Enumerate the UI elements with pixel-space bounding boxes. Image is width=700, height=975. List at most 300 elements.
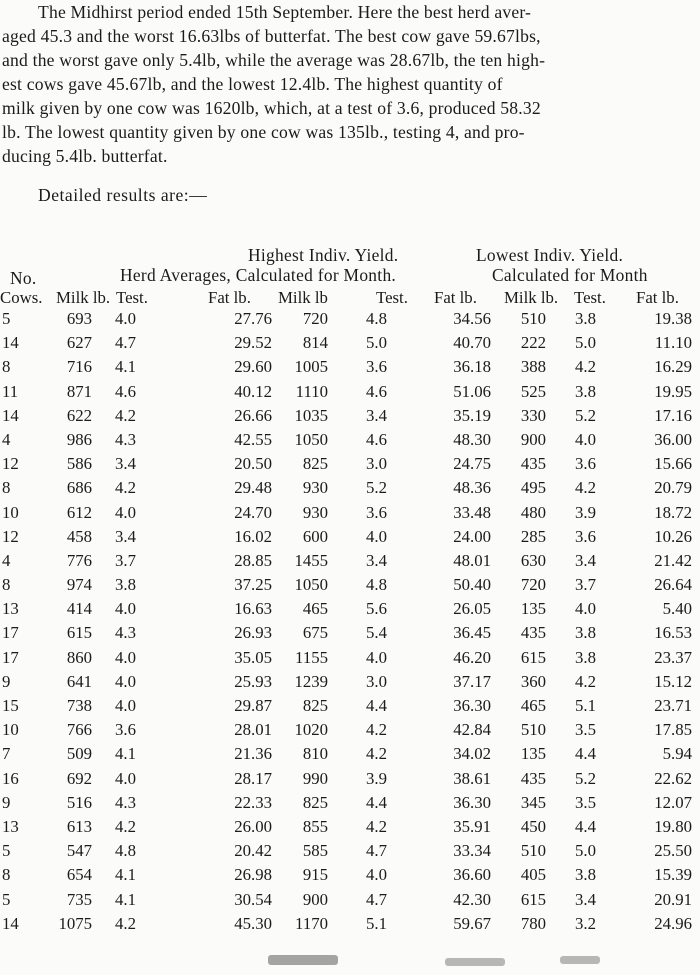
cell-low-test: 3.7: [575, 575, 596, 595]
cell-low-test: 5.2: [575, 768, 596, 788]
cell-low-milk: 495: [520, 478, 546, 498]
cell-herd-milk: 686: [66, 478, 92, 498]
table-row: [0, 767, 700, 791]
cell-herd-milk: 414: [66, 599, 92, 619]
cell-herd-fat: 25.93: [234, 671, 272, 691]
cell-low-fat: 20.79: [654, 478, 692, 498]
cell-high-milk: 1170: [295, 913, 328, 933]
cell-high-fat: 34.02: [453, 744, 491, 764]
cell-low-fat: 19.80: [654, 816, 692, 836]
cell-cows: 13: [2, 599, 19, 619]
cell-low-fat: 15.12: [654, 671, 692, 691]
table-row: [0, 380, 700, 404]
no-header: No.: [10, 268, 37, 288]
cell-low-milk: 480: [520, 502, 546, 522]
cell-high-milk: 930: [302, 502, 328, 522]
cell-high-fat: 36.18: [453, 357, 491, 377]
cell-herd-fat: 16.63: [234, 599, 272, 619]
table-row: [0, 573, 700, 597]
cell-high-fat: 42.84: [453, 720, 491, 740]
cell-herd-test: 4.0: [115, 696, 136, 715]
cell-high-test: 4.6: [366, 429, 387, 449]
cell-high-test: 4.2: [366, 744, 387, 764]
intro-line: aged 45.3 and the worst 16.63lbs of butterfat. The best cow gave 59.67lbs,: [2, 26, 541, 46]
cell-low-milk: 330: [520, 405, 546, 425]
cell-high-test: 4.4: [366, 792, 387, 812]
cell-high-milk: 915: [302, 865, 328, 885]
table-row: [0, 742, 700, 766]
cell-herd-milk: 586: [66, 454, 92, 474]
cell-low-test: 3.6: [575, 526, 596, 546]
table-row: [0, 331, 700, 355]
cell-low-milk: 345: [520, 792, 546, 812]
cell-low-milk: 435: [520, 623, 546, 643]
cell-high-milk: 600: [302, 526, 328, 546]
cell-herd-fat: 29.60: [234, 357, 272, 377]
cell-low-test: 3.4: [575, 550, 596, 570]
intro-line: milk given by one cow was 1620lb, which, at a test of 3.6, produced 58.32: [2, 98, 541, 118]
cell-herd-test: 4.7: [115, 333, 136, 353]
cell-herd-fat: 45.30: [234, 913, 272, 933]
cell-low-fat: 18.72: [654, 502, 692, 522]
intro-line: The Midhirst period ended 15th September. Here the best herd aver-: [38, 2, 532, 22]
table-row: [0, 525, 700, 549]
cell-high-milk: 810: [302, 744, 328, 764]
table-row: [0, 888, 700, 912]
cell-low-fat: 22.62: [654, 768, 692, 788]
cell-high-fat: 26.05: [453, 599, 491, 619]
cell-herd-milk: 627: [66, 333, 92, 353]
intro-line: ducing 5.4lb. butterfat.: [2, 146, 168, 166]
cell-cows: 5: [2, 309, 11, 328]
cell-low-test: 3.8: [575, 381, 596, 401]
cell-low-milk: 525: [520, 381, 546, 401]
cell-high-test: 4.7: [366, 841, 387, 861]
cell-low-milk: 510: [520, 841, 546, 861]
col-low-milk: Milk lb.: [504, 288, 559, 307]
cell-cows: 11: [2, 381, 19, 401]
table-row: [0, 307, 700, 331]
cell-high-milk: 825: [302, 696, 328, 715]
cell-low-test: 4.2: [575, 478, 596, 498]
cell-cows: 7: [2, 744, 11, 764]
cell-high-fat: 35.19: [453, 405, 491, 425]
intro-line: lb. The lowest quantity given by one cow was 135lb., testing 4, and pro-: [2, 122, 525, 142]
cell-high-test: 4.8: [366, 575, 387, 595]
cell-cows: 17: [2, 647, 19, 667]
lowest-yield-header: Lowest Indiv. Yield.: [476, 245, 624, 265]
cell-herd-test: 3.7: [115, 550, 136, 570]
cell-herd-test: 3.6: [115, 720, 136, 740]
cell-herd-milk: 516: [66, 792, 92, 812]
cell-cows: 4: [2, 429, 11, 449]
cell-low-test: 4.2: [575, 671, 596, 691]
cell-low-milk: 135: [520, 599, 546, 619]
cell-low-test: 5.0: [575, 841, 596, 861]
table-row: [0, 355, 700, 379]
cell-high-milk: 1050: [294, 575, 328, 595]
col-fat: Fat lb.: [208, 288, 251, 307]
cell-herd-milk: 766: [66, 720, 92, 740]
cell-herd-milk: 716: [66, 357, 92, 377]
cell-herd-test: 4.2: [115, 405, 136, 425]
cell-cows: 14: [2, 333, 19, 353]
table-row: [0, 621, 700, 645]
cell-herd-milk: 776: [66, 550, 92, 570]
cell-low-test: 3.2: [575, 913, 596, 933]
table-row: [0, 839, 700, 863]
cell-herd-fat: 40.12: [234, 381, 272, 401]
cell-herd-milk: 735: [66, 889, 92, 909]
cell-low-test: 3.9: [575, 502, 596, 522]
cell-cows: 16: [2, 768, 19, 788]
cell-low-milk: 435: [520, 768, 546, 788]
table-row: [0, 815, 700, 839]
cell-cows: 8: [2, 865, 11, 885]
cell-herd-milk: 860: [66, 647, 92, 667]
cell-herd-milk: 641: [66, 671, 92, 691]
cell-herd-milk: 615: [66, 623, 92, 643]
cell-high-milk: 814: [302, 333, 328, 353]
cell-high-fat: 24.00: [453, 526, 491, 546]
cell-low-fat: 23.37: [654, 647, 692, 667]
cell-high-test: 3.6: [366, 502, 387, 522]
cell-herd-milk: 547: [66, 841, 92, 861]
cell-low-test: 5.0: [575, 333, 596, 353]
cell-low-milk: 285: [520, 526, 546, 546]
cell-high-test: 4.8: [366, 309, 387, 328]
intro-line: est cows gave 45.67lb, and the lowest 12.4lb. The highest quantity of: [2, 74, 503, 94]
cell-herd-test: 4.1: [115, 744, 136, 764]
scan-smudge: [268, 955, 338, 965]
cell-herd-test: 4.1: [115, 357, 136, 377]
cell-cows: 10: [2, 720, 19, 740]
cell-herd-fat: 29.52: [234, 333, 272, 353]
cell-low-fat: 24.96: [654, 913, 692, 933]
cell-high-fat: 36.45: [453, 623, 491, 643]
cell-high-milk: 1239: [294, 671, 328, 691]
cell-low-fat: 10.26: [654, 526, 692, 546]
cell-high-test: 5.0: [366, 333, 387, 353]
cell-high-fat: 48.30: [453, 429, 491, 449]
cell-herd-test: 4.1: [115, 889, 136, 909]
cell-herd-fat: 26.66: [234, 405, 272, 425]
cell-high-test: 4.0: [366, 526, 387, 546]
cell-herd-fat: 22.33: [234, 792, 272, 812]
cell-high-test: 5.6: [366, 599, 387, 619]
cell-herd-milk: 509: [66, 744, 92, 764]
cell-low-test: 4.0: [575, 599, 596, 619]
cell-high-fat: 40.70: [453, 333, 491, 353]
cell-low-milk: 510: [520, 720, 546, 740]
cell-high-fat: 59.67: [453, 913, 491, 933]
cell-cows: 10: [2, 502, 19, 522]
table-row: [0, 718, 700, 742]
cell-high-milk: 1050: [294, 429, 328, 449]
table-row: [0, 501, 700, 525]
cell-herd-test: 4.3: [115, 429, 136, 449]
cell-low-milk: 615: [520, 889, 546, 909]
cell-low-test: 5.1: [575, 696, 596, 715]
table-row: [0, 452, 700, 476]
cell-high-fat: 51.06: [453, 381, 491, 401]
cell-low-milk: 510: [520, 309, 546, 328]
cell-high-milk: 1005: [294, 357, 328, 377]
cell-cows: 15: [2, 696, 19, 715]
cell-high-test: 4.6: [366, 381, 387, 401]
cell-herd-fat: 16.02: [234, 526, 272, 546]
cell-low-fat: 15.39: [654, 865, 692, 885]
cell-herd-fat: 24.70: [234, 502, 272, 522]
cell-herd-test: 4.3: [115, 792, 136, 812]
cell-herd-milk: 1075: [58, 913, 92, 933]
cell-low-test: 3.5: [575, 792, 596, 812]
cell-low-milk: 465: [520, 696, 546, 715]
table-row: [0, 863, 700, 887]
cell-low-test: 4.4: [575, 744, 596, 764]
intro-line: and the worst gave only 5.4lb, while the average was 28.67lb, the ten high-: [2, 50, 546, 70]
cell-low-milk: 388: [520, 357, 546, 377]
cell-cows: 8: [2, 357, 11, 377]
col-low-test: Test.: [574, 288, 606, 307]
cell-low-milk: 630: [520, 550, 546, 570]
cell-herd-test: 4.6: [115, 381, 136, 401]
cell-low-test: 3.4: [575, 889, 596, 909]
cell-cows: 14: [2, 405, 19, 425]
cell-high-test: 3.6: [366, 357, 387, 377]
cell-low-fat: 23.71: [654, 696, 692, 715]
cell-cows: 5: [2, 841, 11, 861]
table-row: [0, 912, 700, 936]
cell-herd-test: 4.0: [115, 599, 136, 619]
cell-low-milk: 222: [520, 333, 546, 353]
cell-herd-milk: 622: [66, 405, 92, 425]
cell-low-milk: 405: [520, 865, 546, 885]
scan-smudge: [560, 956, 600, 964]
cell-herd-milk: 693: [66, 309, 92, 328]
cell-high-milk: 1155: [295, 647, 328, 667]
cell-high-fat: 36.30: [453, 792, 491, 812]
cell-herd-test: 4.2: [115, 478, 136, 498]
cell-low-fat: 19.38: [654, 309, 692, 328]
cell-herd-test: 4.0: [115, 671, 136, 691]
cell-cows: 14: [2, 913, 19, 933]
cell-cows: 17: [2, 623, 19, 643]
cell-high-milk: 825: [302, 454, 328, 474]
cell-high-milk: 825: [302, 792, 328, 812]
cell-herd-test: 4.1: [115, 865, 136, 885]
cell-cows: 8: [2, 575, 11, 595]
cell-herd-milk: 871: [66, 381, 92, 401]
scan-smudge: [445, 958, 505, 966]
cell-high-milk: 990: [302, 768, 328, 788]
cell-herd-fat: 29.87: [234, 696, 272, 715]
cell-herd-fat: 26.93: [234, 623, 272, 643]
cell-low-test: 4.0: [575, 429, 596, 449]
cell-herd-milk: 986: [66, 429, 92, 449]
results-table-body: [0, 307, 700, 936]
cell-high-fat: 50.40: [453, 575, 491, 595]
col-milk: Milk lb.: [56, 288, 111, 307]
cell-low-test: 3.6: [575, 454, 596, 474]
cell-low-fat: 16.53: [654, 623, 692, 643]
cell-cows: 4: [2, 550, 11, 570]
cell-cows: 5: [2, 889, 11, 909]
cell-high-test: 4.2: [366, 816, 387, 836]
table-row: [0, 670, 700, 694]
cell-low-milk: 780: [520, 913, 546, 933]
cell-herd-fat: 29.48: [234, 478, 272, 498]
table-row: [0, 476, 700, 500]
cell-low-milk: 900: [520, 429, 546, 449]
cell-high-fat: 37.17: [453, 671, 491, 691]
cell-herd-fat: 26.98: [234, 865, 272, 885]
cell-high-milk: 465: [302, 599, 328, 619]
cell-high-test: 3.0: [366, 671, 387, 691]
cell-high-fat: 46.20: [453, 647, 491, 667]
cell-low-milk: 435: [520, 454, 546, 474]
cell-herd-milk: 654: [66, 865, 92, 885]
cell-herd-milk: 613: [66, 816, 92, 836]
cell-low-milk: 450: [520, 816, 546, 836]
table-row: [0, 694, 700, 718]
cell-high-test: 4.7: [366, 889, 387, 909]
cell-herd-test: 4.2: [115, 816, 136, 836]
cell-cows: 13: [2, 816, 19, 836]
cell-herd-milk: 692: [66, 768, 92, 788]
cell-herd-test: 4.0: [115, 768, 136, 788]
cell-herd-test: 3.8: [115, 575, 136, 595]
col-test: Test.: [116, 288, 148, 307]
cell-herd-fat: 37.25: [234, 575, 272, 595]
cell-herd-fat: 28.17: [234, 768, 272, 788]
table-row: [0, 646, 700, 670]
cell-low-test: 3.8: [575, 623, 596, 643]
cell-high-test: 3.4: [366, 405, 387, 425]
cell-low-fat: 21.42: [654, 550, 692, 570]
cell-cows: 9: [2, 671, 11, 691]
cell-low-fat: 12.07: [654, 792, 692, 812]
cell-high-test: 4.0: [366, 647, 387, 667]
cell-high-fat: 33.48: [453, 502, 491, 522]
cell-low-milk: 360: [520, 671, 546, 691]
cell-cows: 12: [2, 454, 19, 474]
cell-herd-fat: 21.36: [234, 744, 272, 764]
cell-low-fat: 25.50: [654, 841, 692, 861]
cell-high-fat: 36.60: [453, 865, 491, 885]
cell-low-test: 3.8: [575, 309, 596, 328]
cell-herd-fat: 20.50: [234, 454, 272, 474]
cell-high-milk: 1110: [295, 381, 328, 401]
col-low-fat: Fat lb.: [636, 288, 679, 307]
cell-herd-fat: 30.54: [234, 889, 272, 909]
col-cows: Cows.: [0, 288, 43, 307]
cell-low-milk: 135: [520, 744, 546, 764]
table-row: [0, 428, 700, 452]
cell-low-fat: 11.10: [654, 333, 692, 353]
cell-low-fat: 19.95: [654, 381, 692, 401]
cell-low-milk: 720: [520, 575, 546, 595]
cell-herd-milk: 458: [66, 526, 92, 546]
table-row: [0, 791, 700, 815]
cell-herd-fat: 20.42: [234, 841, 272, 861]
herd-averages-header: Herd Averages, Calculated for Month.: [120, 265, 397, 285]
cell-high-test: 4.4: [366, 696, 387, 715]
cell-herd-test: 4.0: [115, 647, 136, 667]
cell-herd-test: 4.3: [115, 623, 136, 643]
cell-low-fat: 5.40: [662, 599, 692, 619]
cell-high-milk: 855: [302, 816, 328, 836]
cell-high-test: 5.2: [366, 478, 387, 498]
cell-cows: 9: [2, 792, 11, 812]
cell-high-test: 5.4: [366, 623, 387, 643]
table-row: [0, 404, 700, 428]
cell-low-test: 4.4: [575, 816, 596, 836]
cell-high-milk: 720: [302, 309, 328, 328]
cell-high-milk: 930: [302, 478, 328, 498]
cell-low-fat: 26.64: [654, 575, 692, 595]
intro-paragraph: [2, 0, 694, 168]
cell-high-fat: 35.91: [453, 816, 491, 836]
cell-herd-fat: 28.85: [234, 550, 272, 570]
cell-low-test: 3.5: [575, 720, 596, 740]
cell-low-fat: 16.29: [654, 357, 692, 377]
cell-high-milk: 675: [302, 623, 328, 643]
col-high-fat: Fat lb.: [434, 288, 477, 307]
cell-high-test: 3.0: [366, 454, 387, 474]
cell-herd-fat: 27.76: [234, 309, 272, 328]
col-high-milk: Milk lb: [278, 288, 328, 307]
cell-high-test: 4.2: [366, 720, 387, 740]
cell-herd-fat: 26.00: [234, 816, 272, 836]
cell-low-fat: 36.00: [654, 429, 692, 449]
cell-low-fat: 5.94: [662, 744, 692, 764]
cell-herd-fat: 35.05: [234, 647, 272, 667]
cell-cows: 12: [2, 526, 19, 546]
cell-herd-milk: 612: [66, 502, 92, 522]
cell-high-milk: 1455: [294, 550, 328, 570]
cell-cows: 8: [2, 478, 11, 498]
cell-high-fat: 34.56: [453, 309, 491, 328]
cell-high-fat: 38.61: [453, 768, 491, 788]
cell-high-milk: 1020: [294, 720, 328, 740]
table-row: [0, 549, 700, 573]
table-row: [0, 597, 700, 621]
col-high-test: Test.: [376, 288, 408, 307]
detail-heading: Detailed results are:—: [38, 185, 208, 205]
cell-low-fat: 17.16: [654, 405, 692, 425]
cell-low-fat: 20.91: [654, 889, 692, 909]
cell-herd-test: 4.2: [115, 913, 136, 933]
cell-high-test: 4.0: [366, 865, 387, 885]
cell-high-milk: 585: [302, 841, 328, 861]
cell-low-test: 3.8: [575, 865, 596, 885]
highest-yield-header: Highest Indiv. Yield.: [248, 245, 399, 265]
cell-herd-fat: 42.55: [234, 429, 272, 449]
cell-herd-fat: 28.01: [234, 720, 272, 740]
cell-low-test: 3.8: [575, 647, 596, 667]
cell-high-test: 5.1: [366, 913, 387, 933]
cell-low-milk: 615: [520, 647, 546, 667]
cell-high-test: 3.4: [366, 550, 387, 570]
cell-herd-test: 4.8: [115, 841, 136, 861]
cell-low-test: 4.2: [575, 357, 596, 377]
cell-low-test: 5.2: [575, 405, 596, 425]
cell-low-fat: 17.85: [654, 720, 692, 740]
cell-high-fat: 48.36: [453, 478, 491, 498]
cell-herd-test: 3.4: [115, 454, 136, 474]
cell-high-fat: 42.30: [453, 889, 491, 909]
